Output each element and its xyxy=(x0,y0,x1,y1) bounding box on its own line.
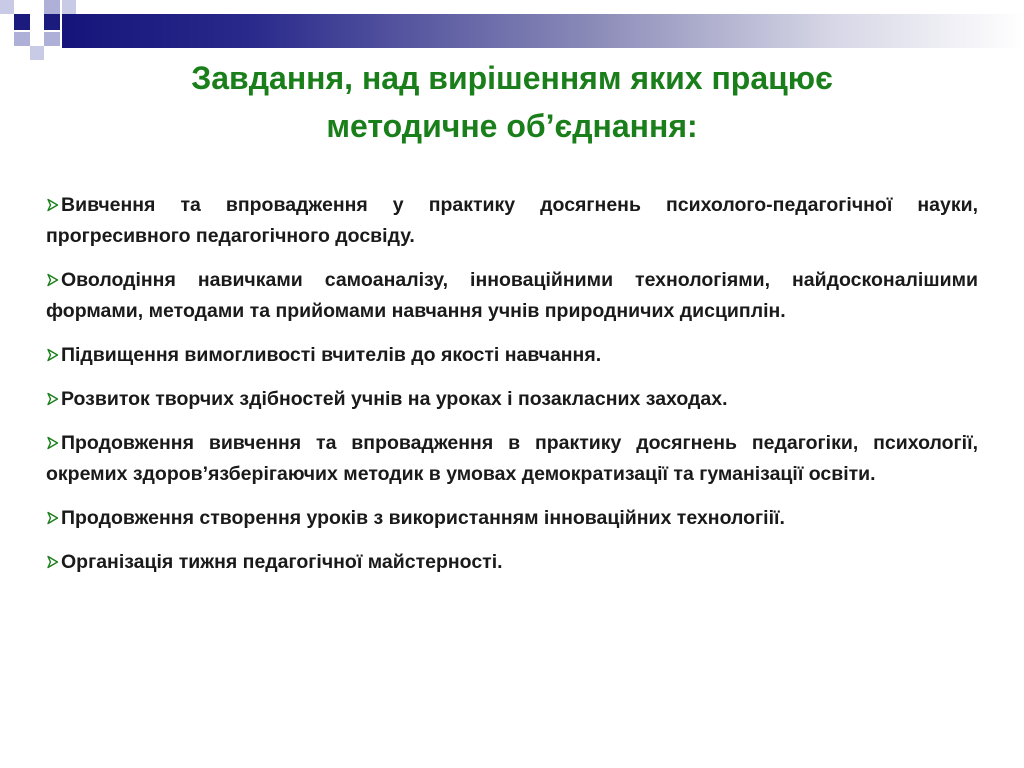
decor-square xyxy=(14,14,30,30)
decor-square xyxy=(0,0,14,14)
list-item xyxy=(46,547,978,578)
decor-square xyxy=(14,32,30,46)
list-item-text: Організація тижня педагогічної майстерності. xyxy=(61,551,503,573)
slide-title-line1: Завдання, над вирішенням яких працює xyxy=(191,60,833,96)
green-arrow-bullet-icon xyxy=(46,348,60,362)
list-item-text: Розвиток творчих здібностей учнів на уроках і позакласних заходах. xyxy=(61,388,728,410)
list-item xyxy=(46,265,978,327)
decor-square xyxy=(44,14,60,30)
list-item-text: Продовження створення уроків з використанням інноваційних технологіії. xyxy=(61,507,785,529)
decor-square xyxy=(62,0,76,14)
header-decoration xyxy=(0,0,1024,60)
slide-title-line2: методичне об’єднання: xyxy=(326,108,698,144)
list-item-text: Оволодіння навичками самоаналізу, інноваційними технологіями, найдосконалішими формами, методами та прийомами навчання учнів природничих дисциплін. xyxy=(46,269,978,322)
decor-square xyxy=(44,32,60,46)
green-arrow-bullet-icon xyxy=(46,436,60,450)
list-item xyxy=(46,428,978,490)
list-item xyxy=(46,190,978,252)
green-arrow-bullet-icon xyxy=(46,198,60,212)
green-arrow-bullet-icon xyxy=(46,555,60,569)
list-item-text: Продовження вивчення та впровадження в практику досягнень педагогіки, психології, окремих здоров’язберігаючих методик в умовах демократизації та гуманізації освіти. xyxy=(46,432,978,485)
list-item-text: Підвищення вимогливості вчителів до якості навчання. xyxy=(61,344,602,366)
list-item xyxy=(46,340,978,371)
green-arrow-bullet-icon xyxy=(46,511,60,525)
list-item-text: Вивчення та впровадження у практику досягнень психолого-педагогічної науки, прогресивного педагогічного досвіду. xyxy=(46,194,978,247)
list-item xyxy=(46,503,978,534)
task-list xyxy=(46,190,978,591)
green-arrow-bullet-icon xyxy=(46,273,60,287)
green-arrow-bullet-icon xyxy=(46,392,60,406)
header-gradient-bar xyxy=(62,14,1024,48)
list-item xyxy=(46,384,978,415)
slide-title xyxy=(40,54,984,150)
decor-square xyxy=(44,0,60,14)
